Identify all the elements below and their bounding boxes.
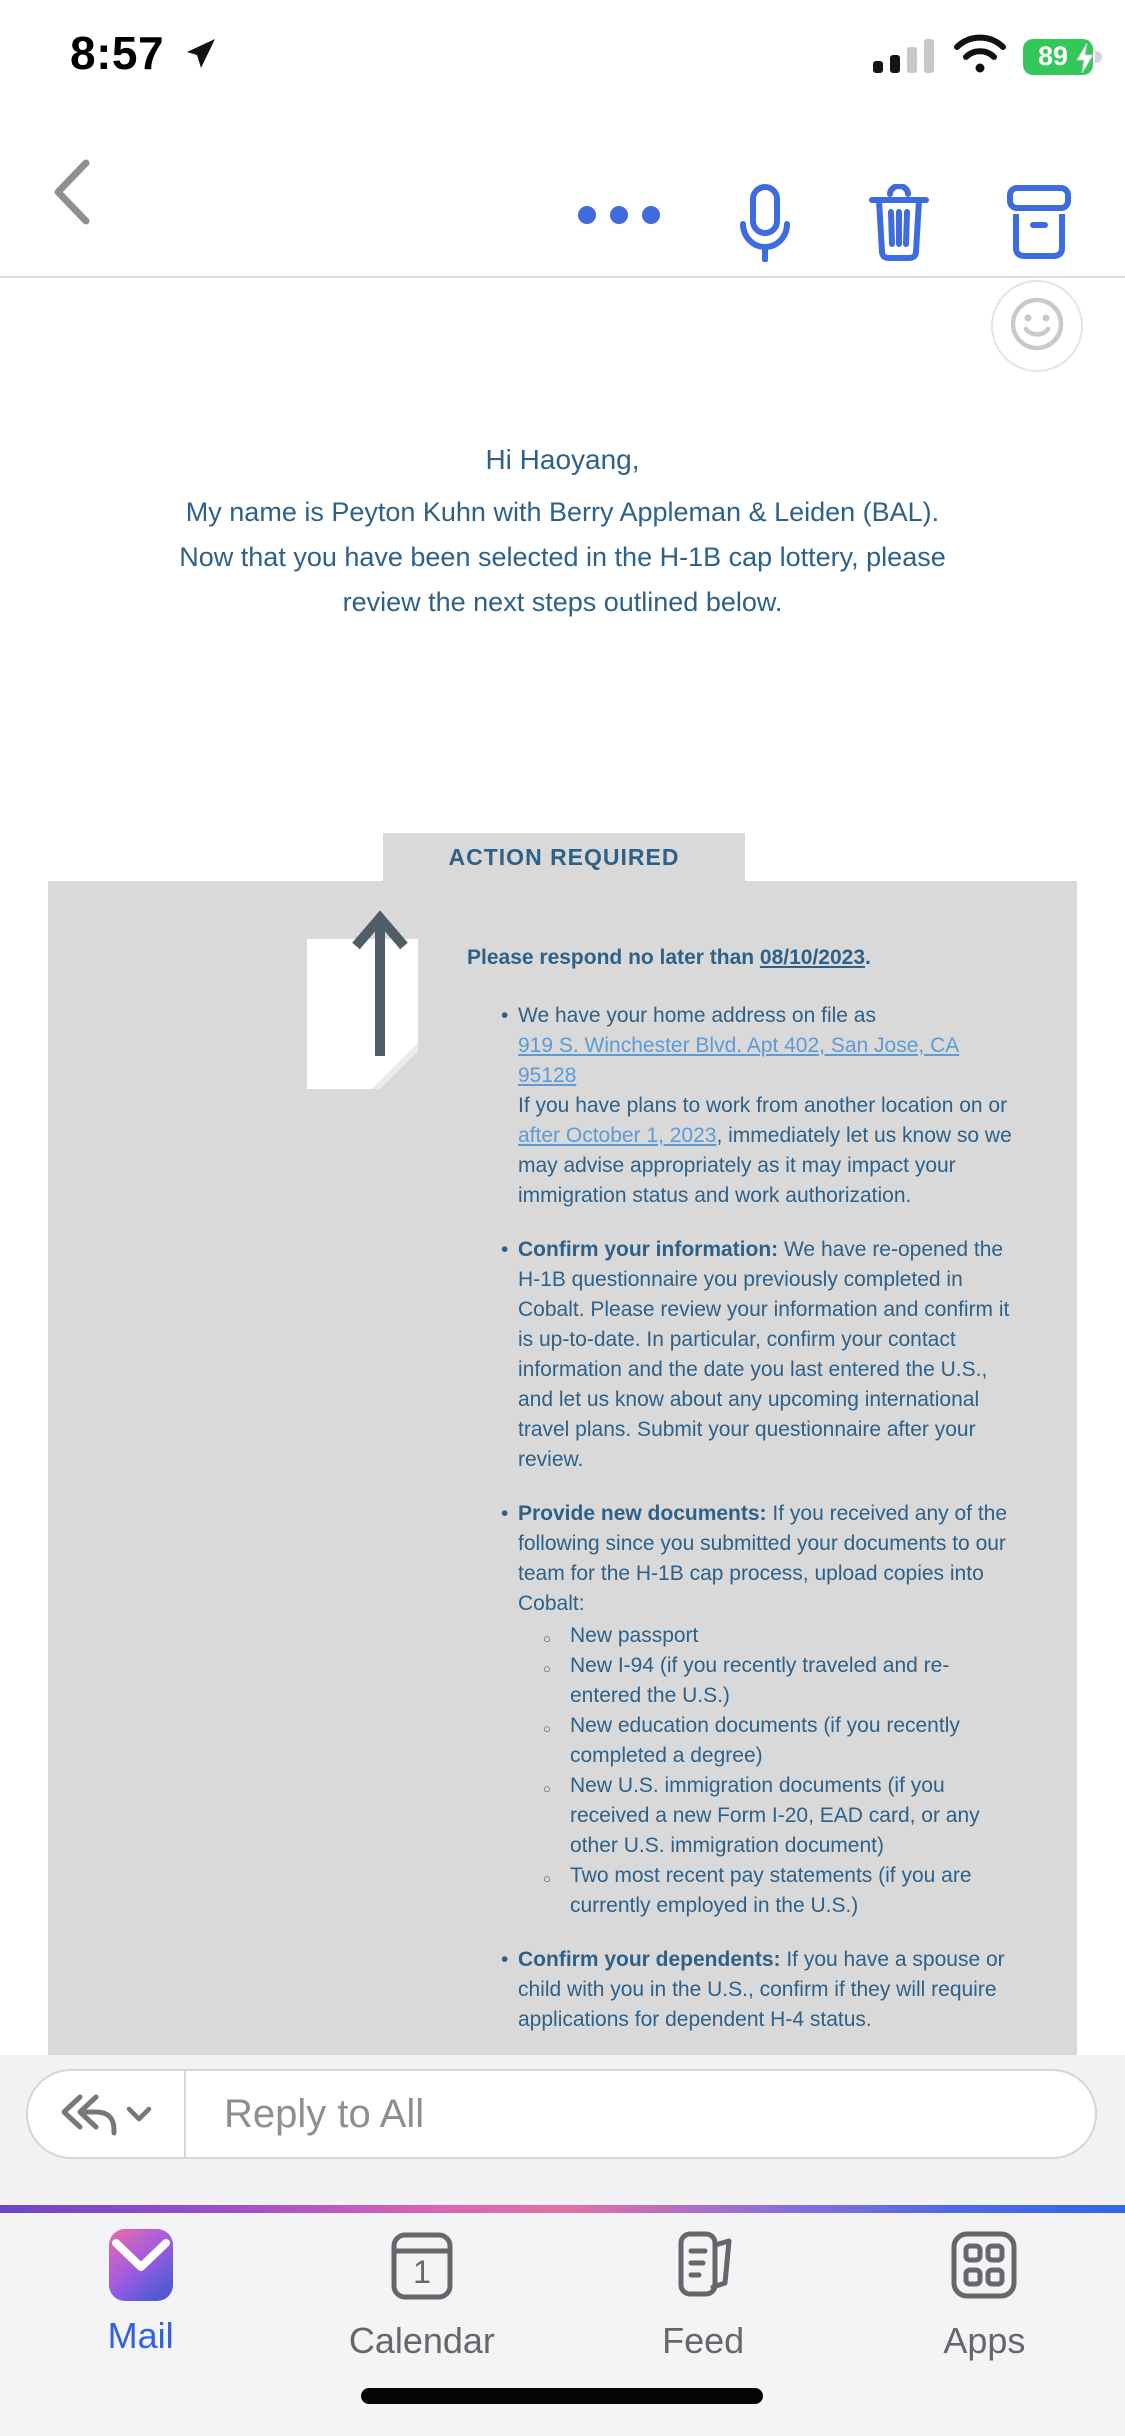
sublist-item: ○ New U.S. immigration documents (if you received a new Form I-20, EAD card, or any other U.S. immigration document) [570,1771,1019,1861]
deadline-suffix: . [865,946,871,969]
action-items-text [467,943,1019,2055]
intro-line: review the next steps outlined below. [342,587,783,617]
reply-bar [0,2055,1125,2205]
status-bar [0,0,1125,100]
confirm-dependents-lead: Confirm your dependents: [518,1948,781,1971]
reply-input[interactable] [186,2071,1095,2157]
email-greeting: Hi Haoyang, [485,444,640,475]
clock-time: 8:57 [70,27,165,79]
back-button[interactable] [52,158,92,226]
list-item-provide-docs [518,1499,1019,1921]
action-items-list [467,1001,1019,2035]
calendar-icon [386,2229,458,2306]
deadline-line [467,943,1019,973]
delete-button[interactable] [868,184,930,267]
sublist-item: ○ New education documents (if you recently completed a degree) [570,1711,1019,1771]
home-indicator[interactable] [361,2388,763,2404]
reaction-button[interactable] [991,280,1083,372]
dictate-mic-button[interactable] [736,184,794,267]
documents-sublist [518,1621,1019,1921]
confirm-info-lead: Confirm your information: [518,1238,779,1261]
confirm-dependents-body: If you have a spouse or child with you in the U.S., confirm if they will require applications for dependent H-4 status. [518,1948,1005,2031]
mail-icon [109,2229,173,2301]
reply-all-icon [60,2092,118,2136]
deadline-prefix: Please respond no later than [467,946,760,969]
location-services-icon [185,38,217,75]
tab-label: Feed [662,2320,745,2361]
archive-button[interactable] [1006,184,1072,267]
action-required-header: ACTION REQUIRED [383,833,745,881]
provide-docs-body: If you received any of the following since you submitted your documents to our team for the H-1B cap process, upload copies into Cobalt: [518,1502,1008,1615]
reply-pill [26,2069,1097,2159]
plans-suffix: , immediately let us know so we may advise appropriately as it may impact your immigration status and work authorization. [518,1124,1012,1207]
tab-apps[interactable] [844,2213,1125,2436]
address-intro: We have your home address on file as [518,1004,876,1027]
brand-gradient-divider [0,2205,1125,2213]
upload-document-icon [298,906,430,1111]
list-item-confirm-dependents [518,1945,1019,2035]
more-options-button[interactable] [576,204,662,231]
wifi-icon [953,34,1007,79]
intro-line: Now that you have been selected in the H-1B cap lottery, please [179,542,946,572]
chevron-down-icon [126,2105,152,2123]
deadline-date-link[interactable]: 08/10/2023 [759,946,866,969]
october-date-link[interactable]: after October 1, 2023 [518,1124,717,1147]
email-body [0,280,1125,2055]
sublist-item: ○ Two most recent pay statements (if you are currently employed in the U.S.) [570,1861,1019,1921]
tab-label: Apps [943,2320,1026,2361]
battery-indicator [1023,39,1093,75]
provide-docs-lead: Provide new documents: [518,1502,767,1525]
sublist-item: ○ New I-94 (if you recently traveled and re-entered the U.S.) [570,1651,1019,1711]
plans-prefix: If you have plans to work from another location on or [518,1094,1008,1117]
confirm-info-body: We have re-opened the H-1B questionnaire you previously completed in Cobalt. Please review your information and confirm it is up-to-date. In particular, confirm your contact information and the date you last entered the U.S., and let us know about any upcoming international travel plans. Submit your questionnaire after your review. [518,1238,1010,1471]
cellular-signal-icon [873,35,937,78]
feed-icon [667,2229,739,2306]
home-address-link[interactable]: 919 S. Winchester Blvd. Apt 402, San Jose, CA 95128 [518,1034,960,1087]
battery-percent: 89 [1037,41,1069,71]
tab-label: Mail [107,2315,174,2356]
reply-mode-selector[interactable] [28,2071,186,2157]
charging-bolt-icon [1075,43,1095,78]
tab-mail[interactable] [0,2213,281,2436]
action-required-panel [48,881,1077,2055]
list-item-address [518,1001,1019,1211]
status-icons [873,34,1093,79]
tab-label: Calendar [348,2320,495,2361]
svg-text:1: 1 [412,2254,431,2290]
apps-grid-icon [948,2229,1020,2306]
email-toolbar [0,100,1125,278]
sublist-item: ○ New passport [570,1621,1019,1651]
intro-line: My name is Peyton Kuhn with Berry Appleman & Leiden (BAL). [185,497,940,527]
email-intro [0,490,1125,625]
smiley-icon [1008,295,1066,358]
list-item-confirm-info [518,1235,1019,1475]
